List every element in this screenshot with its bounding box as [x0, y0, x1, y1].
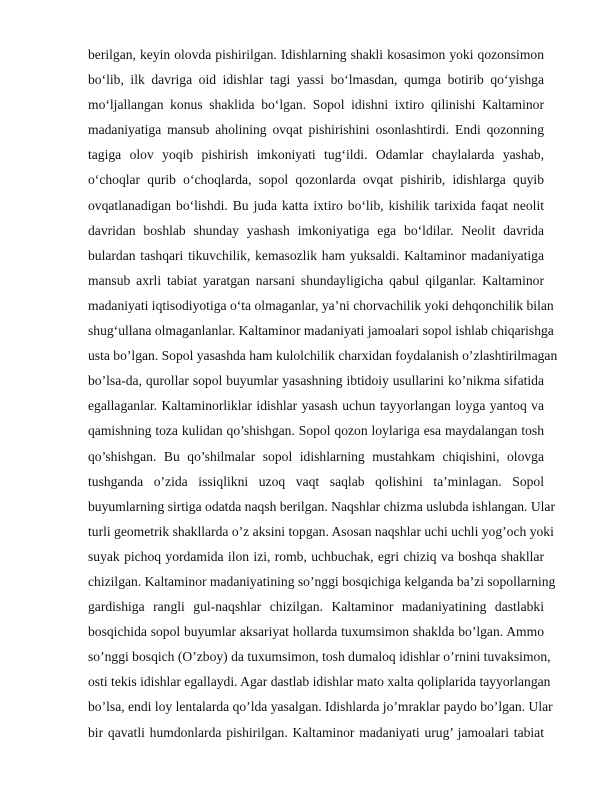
- text-line: turli geometrik shakllarda o’z aksini topgan. Asosan naqshlar uchi uchli yog’och yoki: [88, 523, 554, 539]
- text-line: bo’lsa-da, qurollar sopol buyumlar yasashning ibtidoiy usullarini ko’nikma sifatida: [88, 373, 544, 389]
- text-line: gardishiga rangli gul-naqshlar chizilgan. Kaltaminor madaniyatining dastlabki: [88, 599, 544, 615]
- text-line: bo‘lib, ilk davriga oid idishlar tagi yassi bo‘lmasdan, qumga botirib qo‘yishga: [88, 72, 544, 88]
- text-line: buyumlarning sirtiga odatda naqsh berilgan. Naqshlar chizma uslubda ishlangan. Ular: [88, 498, 555, 514]
- text-line: qamishning toza kulidan qo’shishgan. Sopol qozon loylariga esa maydalangan tosh: [88, 423, 544, 439]
- text-line: tagiga olov yoqib pishirish imkoniyati tug‘ildi. Odamlar chaylalarda yashab,: [88, 147, 544, 163]
- text-line: davridan boshlab shunday yashash imkoniyatiga ega bo‘ldilar. Neolit davrida: [88, 222, 544, 238]
- text-line: mansub axrli tabiat yaratgan narsani shundayligicha qabul qilganlar. Kaltaminor: [88, 272, 544, 288]
- text-line: usta bo’lgan. Sopol yasashda ham kulolchilik charxidan foydalanish o’zlashtirilmagan: [88, 348, 558, 364]
- text-line: bosqichida sopol buyumlar aksariyat hollarda tuxumsimon shaklda bo’lgan. Ammo: [88, 624, 544, 640]
- text-line: madaniyatiga mansub aholining ovqat pishirishini osonlashtirdi. Endi qozonning: [88, 122, 544, 138]
- body-text: [88, 42, 558, 745]
- text-line: mo‘ljallangan konus shaklida bo‘lgan. Sopol idishni ixtiro qilinishi Kaltaminor: [88, 97, 544, 113]
- text-line: qo’shishgan. Bu qo’shilmalar sopol idishlarning mustahkam chiqishini, olovga: [88, 448, 544, 464]
- text-line: o‘choqlar qurib o‘choqlarda, sopol qozonlarda ovqat pishirib, idishlarga quyib: [88, 172, 544, 188]
- text-line: bir qavatli humdonlarda pishirilgan. Kaltaminor madaniyati urug’ jamoalari tabiat: [88, 724, 544, 740]
- text-line: berilgan, keyin olovda pishirilgan. Idishlarning shakli kosasimon yoki qozonsimon: [88, 47, 544, 62]
- text-line: so’nggi bosqich (O’zboy) da tuxumsimon, tosh dumaloq idishlar o’rnini tuvaksimon,: [88, 649, 551, 665]
- text-line: tushganda o’zida issiqlikni uzoq vaqt saqlab qolishini ta’minlagan. Sopol: [88, 473, 544, 489]
- text-line: chizilgan. Kaltaminor madaniyatining so’nggi bosqichiga kelganda ba’zi sopollarning: [88, 573, 556, 589]
- text-line: madaniyati iqtisodiyotiga o‘ta olmaganlar, ya’ni chorvachilik yoki dehqonchilik bilan: [88, 297, 554, 313]
- text-line: egallaganlar. Kaltaminorliklar idishlar yasash uchun tayyorlangan loyga yantoq va: [88, 398, 544, 414]
- text-line: ovqatlanadigan bo‘lishdi. Bu juda katta ixtiro bo‘lib, kishilik tarixida faqat neolit: [88, 197, 544, 213]
- text-line: osti tekis idishlar egallaydi. Agar dastlab idishlar mato xalta qoliplarida tayyorlangan: [88, 674, 551, 690]
- text-line: bo’lsa, endi loy lentalarda qo’lda yasalgan. Idishlarda jo’mraklar paydo bo’lgan. Ular: [88, 699, 553, 715]
- text-line: suyak pichoq yordamida ilon izi, romb, uchbuchak, egri chiziq va boshqa shakllar: [88, 548, 544, 564]
- text-line: shug‘ullana olmaganlanlar. Kaltaminor madaniyati jamoalari sopol ishlab chiqarishga: [88, 323, 554, 339]
- text-line: bulardan tashqari tikuvchilik, kemasozlik ham yuksaldi. Kaltaminor madaniyatiga: [88, 247, 544, 263]
